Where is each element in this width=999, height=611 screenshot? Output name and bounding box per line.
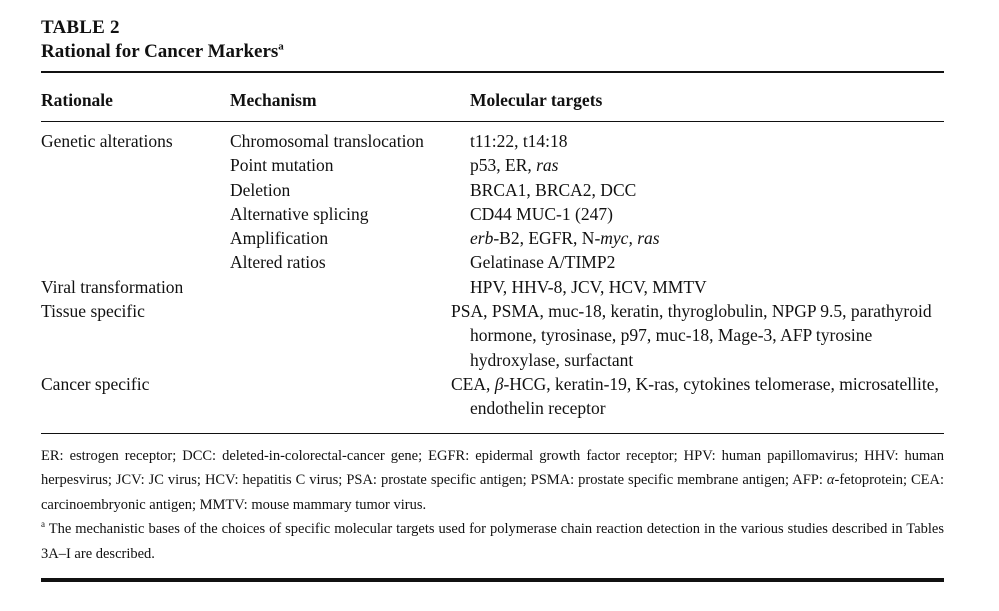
abbreviations-italic: α <box>826 472 835 489</box>
table-row <box>41 153 944 177</box>
cell-mechanism: Altered ratios <box>230 252 326 273</box>
abbreviations-text: ER: estrogen receptor; DCC: deleted-in-colorectal-cancer gene; EGFR: epidermal growth factor receptor; HPV: human papillomavirus; HHV: human herpesvirus; JCV: JC virus; HCV: hepatitis C virus; PSA: prostate specific antigen; PSMA: prostate specific membrane antigen; AFP: <box>41 447 944 489</box>
table-row <box>41 372 944 433</box>
targets-text: p53, ER, <box>470 155 537 176</box>
targets-italic: β <box>494 373 504 394</box>
abbreviations-text: -fetoprotein; CEA: carcinoembryonic antigen; MMTV: mouse mammary tumor virus. <box>41 472 944 513</box>
targets-text: -B2, EGFR, N- <box>493 228 601 249</box>
cell-rationale <box>41 250 230 274</box>
targets-italic: myc, ras <box>600 228 660 249</box>
table-title <box>41 40 944 63</box>
body-bottom-rule <box>41 433 944 434</box>
cell-mechanism <box>230 275 470 299</box>
table-row <box>41 178 944 202</box>
table-row <box>41 122 944 153</box>
column-header-molecular-targets: Molecular targets <box>470 90 603 110</box>
targets-italic: ras <box>536 155 559 176</box>
table-label: TABLE 2 <box>41 17 120 38</box>
table-container <box>41 16 944 582</box>
cell-targets <box>470 153 944 177</box>
targets-text: -HCG, keratin-19, K-ras, cytokines telomerase, microsatellite, endothelin receptor <box>470 373 939 419</box>
cell-mechanism <box>230 372 470 433</box>
cell-mechanism: Chromosomal translocation <box>230 131 424 151</box>
cell-mechanism: Deletion <box>230 179 291 200</box>
cell-targets: HPV, HHV-8, JCV, HCV, MMTV <box>470 276 707 297</box>
cell-mechanism <box>230 299 470 372</box>
table-row <box>41 275 944 299</box>
table-row <box>41 299 944 372</box>
cell-targets: Gelatinase A/TIMP2 <box>470 252 616 273</box>
cell-mechanism: Point mutation <box>230 155 334 176</box>
cell-rationale: Viral transformation <box>41 276 184 297</box>
abbreviations-note <box>41 444 944 518</box>
table-row <box>41 202 944 226</box>
targets-italic: erb <box>470 228 494 249</box>
footnote-text: The mechanistic bases of the choices of specific molecular targets used for polymerase chain reaction detection in the various studies described in Tables 3A–I are described. <box>41 521 944 562</box>
table-row <box>41 250 944 274</box>
table-notes <box>41 444 944 567</box>
header-row <box>41 73 944 121</box>
cancer-markers-table <box>41 73 944 433</box>
column-header-mechanism: Mechanism <box>230 90 317 110</box>
bottom-rule <box>41 578 944 582</box>
cell-targets: BRCA1, BRCA2, DCC <box>470 179 637 200</box>
table-row <box>41 226 944 250</box>
cell-targets: PSA, PSMA, muc-18, keratin, thyroglobulin, NPGP 9.5, parathyroid hormone, tyrosinase, p97, muc-18, Mage-3, AFP tyrosine hydroxylase, surfactant <box>451 301 932 370</box>
column-header-rationale: Rationale <box>41 90 113 110</box>
cell-targets: CD44 MUC-1 (247) <box>470 203 613 224</box>
targets-text: CEA, <box>451 373 495 394</box>
cell-mechanism: Amplification <box>230 228 329 249</box>
cell-rationale: Genetic alterations <box>41 131 173 151</box>
cell-rationale <box>41 226 230 250</box>
cell-targets: t11:22, t14:18 <box>470 131 568 151</box>
cell-mechanism: Alternative splicing <box>230 203 369 224</box>
cell-targets <box>451 372 944 433</box>
title-footnote-mark: a <box>278 40 284 53</box>
footnote-mark: a <box>41 519 45 530</box>
footnote <box>41 517 944 566</box>
cell-rationale <box>41 202 230 226</box>
table-title-text: Rational for Cancer Markers <box>41 41 279 62</box>
cell-rationale: Cancer specific <box>41 373 150 394</box>
cell-rationale: Tissue specific <box>41 301 145 322</box>
cell-targets <box>470 226 944 250</box>
cell-rationale <box>41 153 230 177</box>
cell-rationale <box>41 178 230 202</box>
